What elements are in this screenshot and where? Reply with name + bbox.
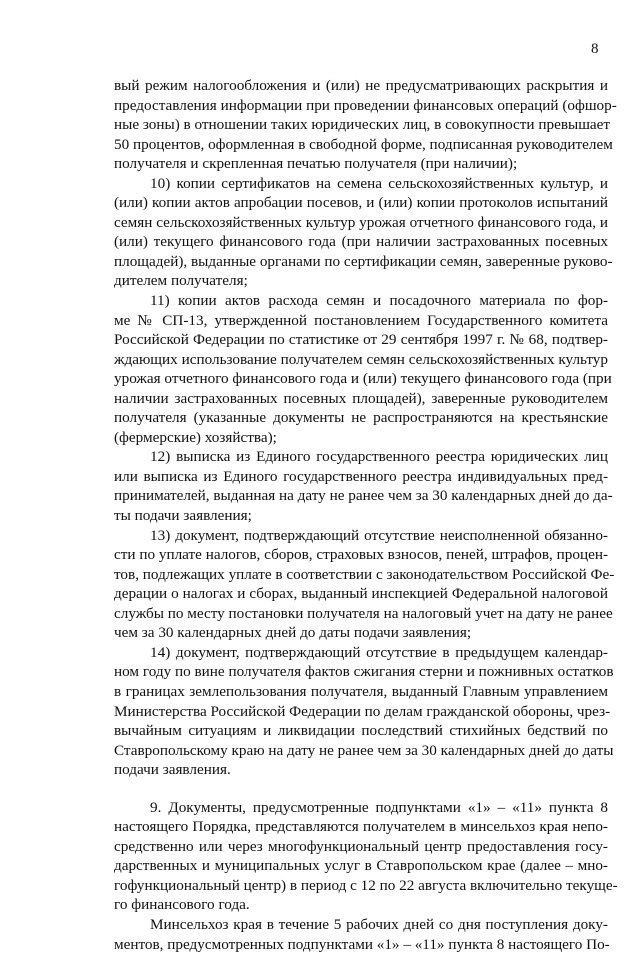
text-line: получателя (указанные документы не распространяются на крестьянские — [114, 409, 608, 427]
text-line: (или) текущего финансового года (при наличии застрахованных посевных — [114, 233, 608, 251]
text-line: площадей), выданные органами по сертификации семян, заверенные руково- — [114, 252, 613, 270]
text-line: (или) копии актов апробации посевов, и (или) копии протоколов испытаний — [114, 194, 608, 212]
text-line: Российской Федерации по статистике от 29 сентября 1997 г. № 68, подтвер- — [114, 331, 608, 349]
text-line: чем за 30 календарных дней до даты подачи заявления; — [114, 624, 472, 642]
text-line: вычайным ситуациям и ликвидации последствий стихийных бедствий по — [114, 722, 608, 740]
text-line: 14) документ, подтверждающий отсутствие в предыдущем календар- — [150, 643, 608, 661]
paragraph-spacer — [114, 780, 608, 798]
text-line: ментов, предусмотренных подпунктами «1» – «11» пункта 8 настоящего По- — [114, 935, 610, 953]
text-line: урожая отчетного финансового года и (или) текущего финансового года (при — [114, 370, 612, 388]
text-line: наличии застрахованных посевных площадей), заверенные руководителем — [114, 389, 608, 407]
text-line: дителем получателя; — [114, 272, 248, 290]
paragraph-item-14 — [114, 643, 614, 780]
text-line: гофункциональный центр) в период с 12 по 22 августа включительно текуще- — [114, 876, 618, 894]
text-line: Ставропольскому краю на дату не ранее чем за 30 календарных дней до даты — [114, 741, 614, 759]
text-line: службы по месту постановки получателя на налоговый учет на дату не ранее — [114, 604, 613, 622]
paragraph-item-13 — [114, 526, 615, 643]
text-line: предоставления информации при проведении финансовых операций (офшор- — [114, 96, 617, 114]
text-line: ные зоны) в отношении таких юридических лиц, в совокупности превышает — [114, 116, 611, 134]
text-line: ты подачи заявления; — [114, 507, 252, 525]
paragraph-item-12 — [114, 447, 613, 525]
text-line: настоящего Порядка, представляются получателем в минсельхоз края непо- — [114, 818, 608, 836]
text-line: 12) выписка из Единого государственного реестра юридических лиц — [150, 448, 608, 466]
text-line: Минсельхоз края в течение 5 рабочих дней со дня поступления доку- — [150, 915, 608, 933]
paragraph-item-10 — [114, 174, 613, 291]
paragraph-point-9-second — [114, 915, 608, 954]
text-line: тов, подлежащих уплате в соответствии с законодательством Российской Фе- — [114, 565, 615, 583]
paragraph-item-11 — [114, 291, 612, 447]
text-line: получателя и скрепленная печатью получателя (при наличии); — [114, 155, 518, 173]
document-body — [114, 76, 618, 954]
text-line: дарственных и муниципальных услуг в Ставропольском крае (далее – мно- — [114, 857, 608, 875]
text-line: ждающих использование получателем семян сельскохозяйственных культур — [114, 350, 608, 368]
text-line: семян сельскохозяйственных культур урожая отчетного финансового года, и — [114, 213, 608, 231]
text-line: 50 процентов, оформленная в свободной форме, подписанная руководителем — [114, 135, 613, 153]
text-line: (фермерские) хозяйства); — [114, 428, 277, 446]
text-line: в границах землепользования получателя, выданный Главным управлением — [114, 682, 608, 700]
text-line: средственно или через многофункциональный центр предоставления госу- — [114, 837, 608, 855]
paragraph-point-9 — [114, 798, 618, 915]
text-line: Министерства Российской Федерации по делам гражданской обороны, чрез- — [114, 702, 611, 720]
text-line: сти по уплате налогов, сборов, страховых взносов, пеней, штрафов, процен- — [114, 546, 608, 564]
text-line: ме № СП-13, утвержденной постановлением Государственного комитета — [114, 311, 608, 329]
page-number: 8 — [591, 41, 599, 57]
text-line: 10) копии сертификатов на семена сельскохозяйственных культур, и — [150, 174, 608, 192]
paragraph-item-9-continuation — [114, 76, 617, 174]
text-line: или выписка из Единого государственного реестра индивидуальных пред- — [114, 467, 608, 485]
text-line: принимателей, выданная на дату не ранее чем за 30 календарных дней до да- — [114, 487, 613, 505]
text-line: подачи заявления. — [114, 761, 231, 779]
text-line: 11) копии актов расхода семян и посадочного материала по фор- — [150, 292, 608, 310]
text-line: 13) документ, подтверждающий отсутствие неисполненной обязанно- — [150, 526, 608, 544]
text-line: 9. Документы, предусмотренные подпунктами «1» – «11» пункта 8 — [150, 798, 608, 816]
text-line: го финансового года. — [114, 896, 250, 914]
text-line: вый режим налогообложения и (или) не предусматривающих раскрытия и — [114, 77, 608, 94]
text-line: ном году по вине получателя фактов сжигания стерни и пожнивных остатков — [114, 663, 614, 681]
text-line: дерации о налогах и сборах, выданный инспекцией Федеральной налоговой — [114, 585, 608, 603]
